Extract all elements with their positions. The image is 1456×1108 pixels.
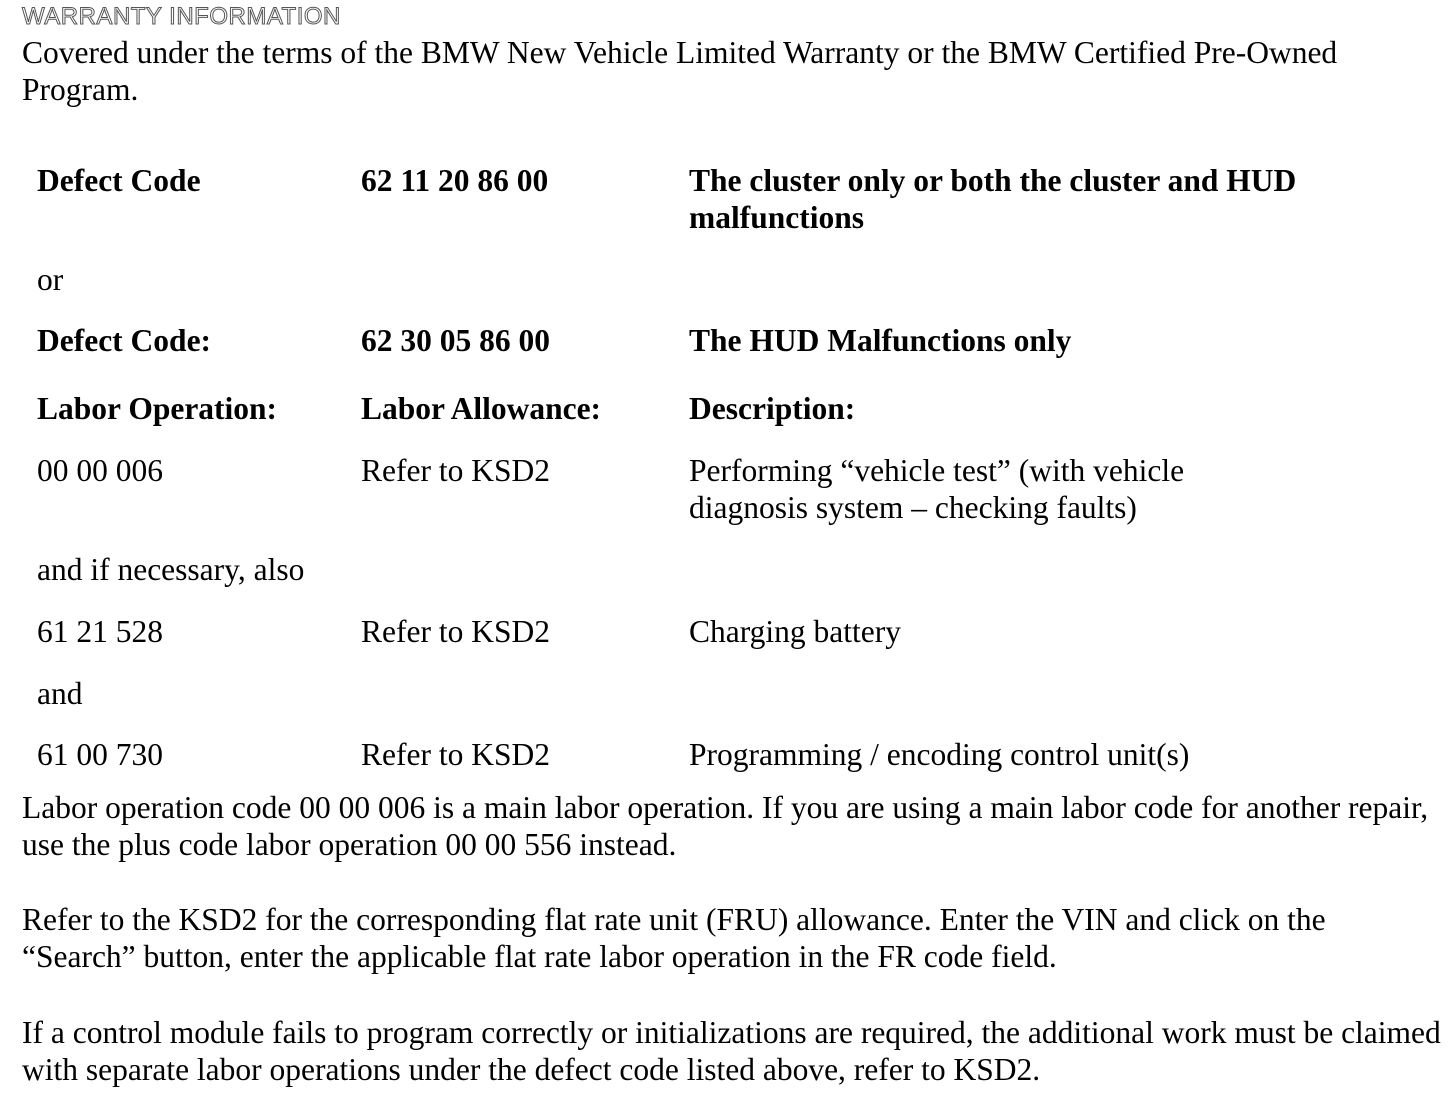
defect-code-description: The cluster only or both the cluster and HUD malfunctions [689,163,1297,235]
labor-operation-code: 61 00 730 [37,737,163,772]
defect-code-value: 62 30 05 86 00 [361,323,550,358]
defect-code-description: The HUD Malfunctions only [689,323,1072,358]
labor-operation-code: 00 00 006 [37,453,163,488]
section-heading: WARRANTY INFORMATION [22,3,341,30]
defect-code-label: Defect Code [37,163,201,198]
connector-if-necessary: and if necessary, also [37,552,305,587]
labor-allowance: Refer to KSD2 [361,737,550,772]
defect-code-label: Defect Code: [37,323,212,358]
header-labor-allowance: Labor Allowance: [361,391,602,426]
note-control-module: If a control module fails to program correctly or initializations are required, the additional work must be claimed with separate labor operations under the defect code listed above, refer to KSD2. [22,1015,1441,1087]
note-ksd2-lookup: Refer to the KSD2 for the corresponding flat rate unit (FRU) allowance. Enter the VIN and click on the “Search” button, enter the applicable flat rate labor operation in the FR code field. [22,902,1326,974]
defect-code-value: 62 11 20 86 00 [361,163,549,198]
labor-description: Charging battery [689,614,901,649]
intro-paragraph: Covered under the terms of the BMW New Vehicle Limited Warranty or the BMW Certified Pre-Owned Program. [22,35,1338,107]
labor-description: Performing “vehicle test” (with vehicle diagnosis system – checking faults) [689,453,1185,525]
labor-description: Programming / encoding control unit(s) [689,737,1190,772]
labor-allowance: Refer to KSD2 [361,453,550,488]
labor-operation-code: 61 21 528 [37,614,163,649]
connector-or: or [37,262,64,297]
connector-and: and [37,676,83,711]
note-main-labor: Labor operation code 00 00 006 is a main labor operation. If you are using a main labor code for another repair, use the plus code labor operation 00 00 556 instead. [22,790,1429,862]
header-labor-operation: Labor Operation: [37,391,278,426]
labor-allowance: Refer to KSD2 [361,614,550,649]
header-description: Description: [689,391,856,426]
